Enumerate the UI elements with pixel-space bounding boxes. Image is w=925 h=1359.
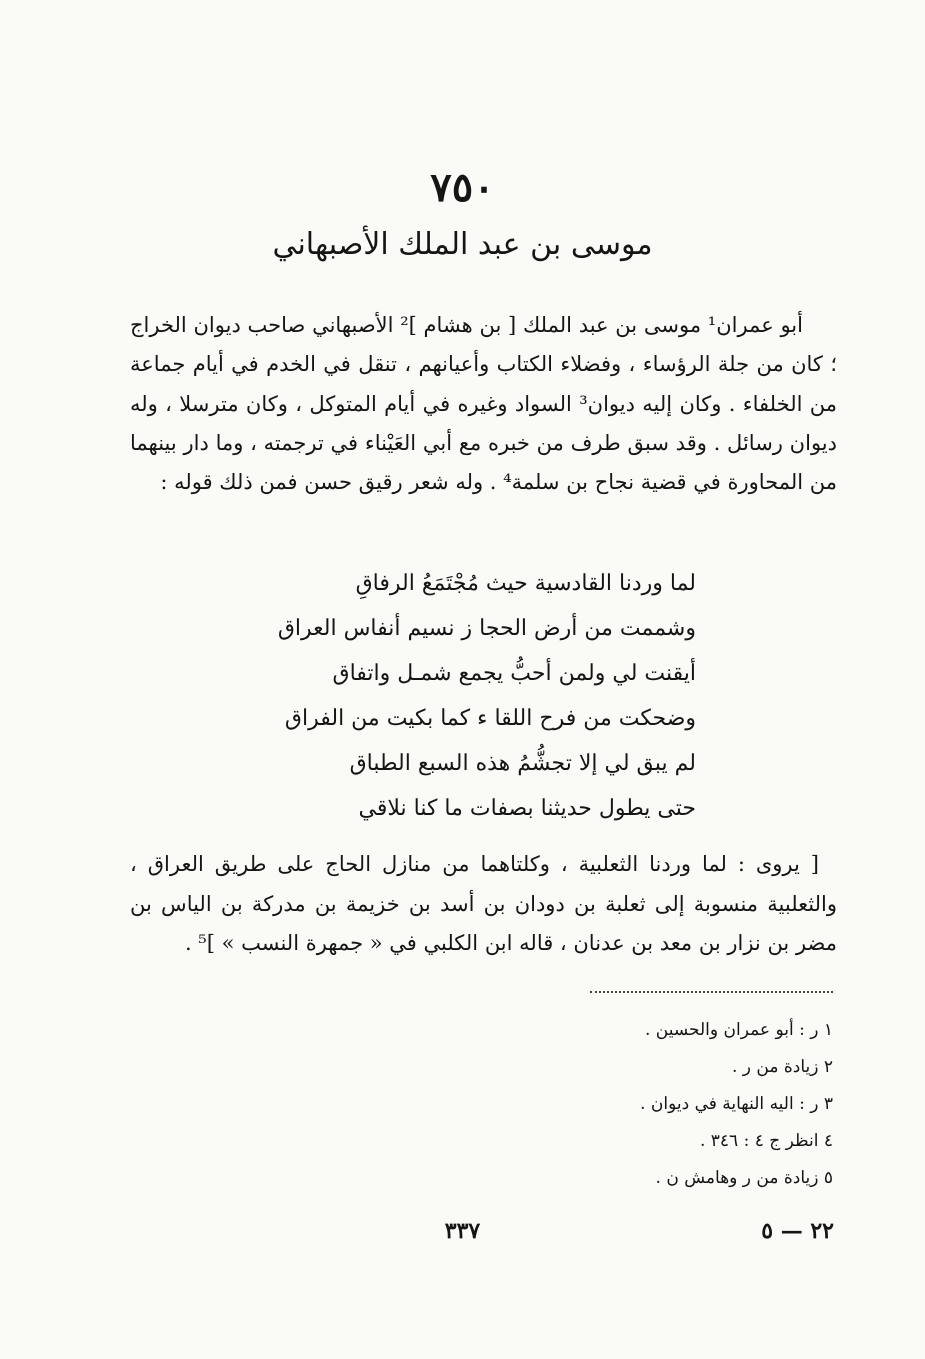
poem-verse: وشممت من أرض الحجا ز نسيم أنفاس العراق xyxy=(277,616,696,641)
biography-text: أبو عمران¹ موسى بن عبد الملك [ بن هشام ]² الأصبهاني صاحب ديوان الخراج ؛ كان من جلة الرؤساء ، وفضلاء الكتاب وأعيانهم ، تنقل في الخدم في أيام جماعة من الخلفاء . وكان إليه ديوان³ السواد وغيره في أيام المتوكل ، وكان مترسلا ، وله ديوان رسائل . وقد سبق طرف من خبره مع أبي العَيْناء في ترجمته ، وما دار بينهما من المحاورة في قضية نجاح بن سلمة⁴ . وله شعر رقيق حسن فمن ذلك قوله : xyxy=(130,313,838,495)
poem-verse: حتى يطول حديثنا بصفات ما كنا نلاقي xyxy=(358,796,696,821)
page-number: ٣٣٧ xyxy=(444,1218,481,1244)
commentary-text: [ يروى : لما وردنا الثعلبية ، وكلتاهما من منازل الحاج على طريق العراق ، والثعلبية منسوبة إلى ثعلبة بن دودان بن أسد بن خزيمة بن مدركة بن الياس بن مضر بن نزار بن معد بن عدنان ، قاله ابن الكلبي في « جمهرة النسب » ]⁵ . xyxy=(130,852,837,956)
footnote: ١ ر : أبو عمران والحسين . xyxy=(644,1020,833,1040)
entry-number: ٧٥٠ xyxy=(430,164,495,211)
commentary-paragraph xyxy=(130,845,837,964)
footnote: ٥ زيادة من ر وهامش ن . xyxy=(655,1168,833,1188)
poem-verse: لم يبق لي إلا تجشُّمُ هذه السبع الطباق xyxy=(349,751,696,776)
poem xyxy=(262,561,696,831)
poem-verse: وضحكت من فرح اللقا ء كما بكيت من الفراق xyxy=(284,706,696,731)
biography-paragraph xyxy=(130,306,837,502)
footnotes xyxy=(420,1012,833,1197)
footnote-divider xyxy=(590,991,833,993)
footnote: ٢ زيادة من ر . xyxy=(731,1057,833,1077)
printer-signature: ٢٢ — ٥ xyxy=(761,1218,834,1244)
entry-title: موسى بن عبد الملك الأصبهاني xyxy=(272,227,653,262)
poem-verse: لما وردنا القادسية حيث مُجْتَمَعُ الرفاقِ xyxy=(355,571,696,596)
poem-verse: أيقنت لي ولمن أحبُّ يجمع شمـل واتفاق xyxy=(332,661,696,686)
footnote: ٤ انظر ج ٤ : ٣٤٦ . xyxy=(699,1131,833,1151)
footnote: ٣ ر : اليه النهاية في ديوان . xyxy=(640,1094,833,1114)
